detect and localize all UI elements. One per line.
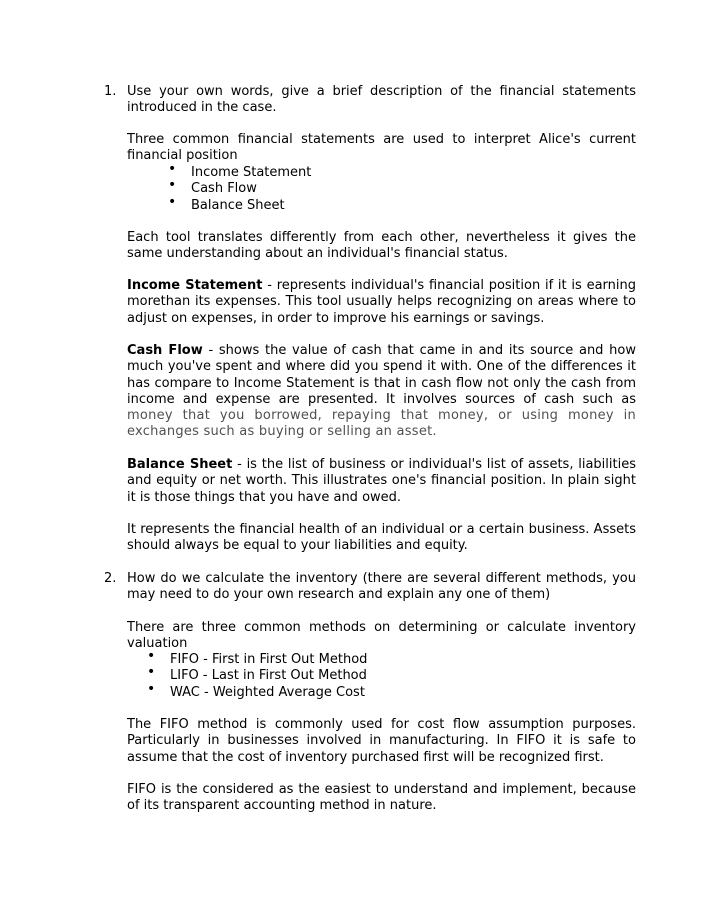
- q1-represents-paragraph: It represents the financial health of an individual or a certain business. Assets should always be equal to your liabilities and equity.: [127, 522, 636, 554]
- list-item: • Balance Sheet: [168, 193, 285, 213]
- income-statement-paragraph: [127, 278, 636, 327]
- fifo-paragraph: The FIFO method is commonly used for cost flow assumption purposes. Particularly in businesses involved in manufacturing. In FIFO it is safe to assume that the cost of inventory purchased first will be recognized first.: [127, 717, 636, 765]
- bullet-icon: •: [147, 664, 156, 681]
- bullet-icon: •: [147, 680, 156, 697]
- list-item: • Income Statement: [168, 161, 312, 180]
- bullet-icon: •: [168, 177, 177, 194]
- q2-number: 2.: [104, 571, 117, 586]
- fifo-easiest-paragraph: FIFO is the considered as the easiest to understand and implement, because of its transparent accounting method in nature.: [127, 782, 636, 814]
- balance-sheet-heading: Balance Sheet: [127, 457, 233, 472]
- income-statement-text: - represents individual's financial position if it is earning morethan its expenses. This tool usually helps recognizing on areas where to adjust on expenses, in order to improve his earnings or savings.: [127, 278, 636, 326]
- list-item: • WAC - Weighted Average Cost: [147, 680, 365, 700]
- q1-question: Use your own words, give a brief description of the financial statements introduced in the case.: [127, 84, 636, 116]
- bullet-icon: •: [147, 648, 156, 664]
- income-statement-heading: Income Statement: [127, 278, 263, 293]
- q1-intro: Three common financial statements are used to interpret Alice's current financial position: [127, 132, 636, 164]
- q2-intro: There are three common methods on determining or calculate inventory valuation: [127, 620, 636, 652]
- q2-bullet-list: [147, 648, 368, 701]
- list-item: • LIFO - Last in First Out Method: [147, 664, 367, 684]
- list-item: • Cash Flow: [168, 177, 257, 197]
- bullet-icon: •: [168, 161, 177, 177]
- balance-sheet-paragraph: [127, 457, 636, 506]
- balance-sheet-text: - is the list of business or individual's list of assets, liabilities and equity or net worth. This illustrates one's financial position. In plain sight it is those things that you have and owed.: [127, 457, 636, 505]
- q2-question: How do we calculate the inventory (there are several different methods, you may need to do your own research and explain any one of them): [127, 571, 636, 603]
- list-item: • FIFO - First in First Out Method: [147, 648, 368, 667]
- q1-number: 1.: [104, 84, 117, 99]
- bullet-icon: •: [168, 193, 177, 210]
- q1-bullet-list: [168, 161, 312, 214]
- cash-flow-heading: Cash Flow: [127, 343, 203, 358]
- cash-flow-text-grey: money that you borrowed, repaying that money, or using money in exchanges such as buying or selling an asset.: [127, 408, 636, 440]
- cash-flow-text: - shows the value of cash that came in and its source and how much you've spent and where did you spend it with. One of the differences it has compare to Income Statement is that in cash flow not only the cash from income and expense are presented. It involves sources of cash such as: [127, 343, 636, 407]
- cash-flow-paragraph: [127, 343, 636, 441]
- q1-each-tool-paragraph: Each tool translates differently from each other, nevertheless it gives the same understanding about an individual's financial status.: [127, 230, 636, 262]
